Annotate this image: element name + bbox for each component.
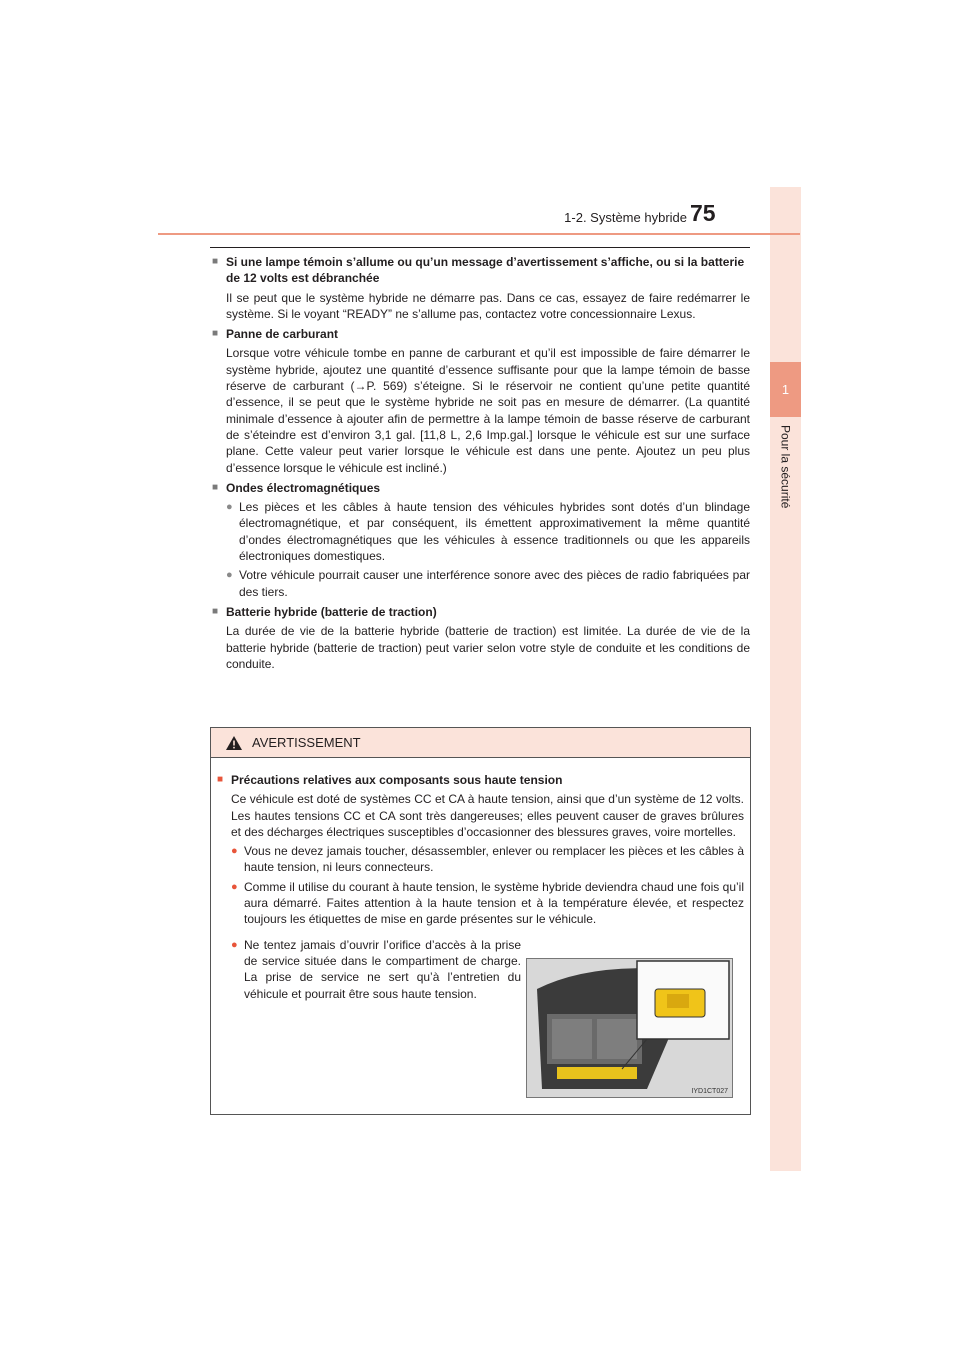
header-divider [158, 233, 800, 235]
warning-title: Précautions relatives aux composants sous haute tension [231, 773, 563, 787]
section-text: Lorsque votre véhicule tombe en panne de carburant et qu’il est impossible de faire démarrer le système hybride, ajoutez une quantité d’essence suffisante pour que la lampe témoin de basse réserve de carburant (→P. 569) s’éteigne. Si le réservoir ne contient qu’une petite quantité d’essence, il se peut que le système hybride ne soit pas en mesure de démarrer. (La quantité minimale d’essence à ajouter afin de permettre à la lampe témoin de basse réserve de carburant de s’éteindre est d’environ 3,1 gal. [11,8 L, 2,6 Imp.gal.] lorsque le véhicule est sur une surface plane. Cette valeur peut varier lorsque le véhicule est dans une pente. Ajoutez un peu plus d’essence lorsque le véhicule est incliné.) [226, 346, 750, 475]
header-section-title: 1-2. Système hybride [564, 210, 687, 225]
list-item: ● Comme il utilise du courant à haute tension, le système hybride deviendra chaud une fois qu’il aura démarré. Faites attention à la haute tension et à la température élevée, et respectez toujours les étiquettes de mise en garde présentes sur le véhicule. [231, 879, 744, 927]
chapter-label: Pour la sécurité [778, 425, 793, 509]
warning-triangle-icon [226, 736, 242, 750]
square-bullet-icon: ■ [217, 774, 224, 785]
circle-bullet-icon: ● [231, 880, 238, 893]
section-title: Panne de carburant [226, 327, 339, 342]
circle-bullet-icon: ● [226, 501, 233, 514]
square-bullet-icon: ■ [212, 605, 219, 617]
square-bullet-icon: ■ [212, 256, 219, 267]
section-em-waves [212, 480, 750, 600]
list-item: ● Vous ne devez jamais toucher, désassembler, enlever ou remplacer les pièces et les câbles à haute tension, ni leurs connecteurs. [231, 844, 744, 875]
section-text: La durée de vie de la batterie hybride (batterie de traction) est limitée. La durée de vie de la batterie hybride (batterie de traction) peut varier selon votre style de conduite et les conditions de conduite. [226, 624, 750, 671]
section-hybrid-battery [212, 604, 750, 672]
warning-text: Ce véhicule est doté de systèmes CC et CA à haute tension, ainsi que d’un système de 12 volts. Les hautes tensions CC et CA sont très dangereuses; elles peuvent causer de graves brûlures et des décharges électriques susceptibles d’occasionner des blessures graves, voire mortelles. [231, 792, 744, 839]
image-code-label: IYD1CT027 [691, 1088, 728, 1095]
chapter-number-tab[interactable]: 1 [770, 362, 801, 417]
section-title: Ondes électromagnétiques [226, 480, 381, 495]
square-bullet-icon: ■ [212, 481, 219, 493]
list-item: ● Ne tentez jamais d’ouvrir l’orifice d’accès à la prise de service située dans le compartiment de charge. La prise de service ne sert qu’à l’entretien du véhicule et pourrait être sous haute tension. [231, 937, 521, 1001]
main-content [212, 254, 750, 676]
warning-box [210, 727, 751, 1115]
warning-heading: AVERTISSEMENT [252, 735, 361, 750]
list-item: ● Les pièces et les câbles à haute tension des véhicules hybrides sont dotés d’un blindage électromagnétique, et par conséquent, ils émettent approximativement la même quantité d’ondes électromagnétiques que les véhicules à essence traditionnels ou que les appareils électroniques domestiques. [226, 500, 750, 564]
section-warning-light [212, 254, 750, 322]
section-title: Batterie hybride (batterie de traction) [226, 604, 437, 619]
cargo-illustration [527, 959, 732, 1097]
section-fuel [212, 326, 750, 476]
page-number: 75 [690, 200, 716, 226]
side-tab-strip [770, 187, 801, 1171]
list-item: ● Votre véhicule pourrait causer une interférence sonore avec des pièces de radio fabriquées par des tiers. [226, 568, 750, 599]
cargo-service-plug-image [526, 958, 733, 1098]
circle-bullet-icon: ● [226, 569, 233, 582]
section-title: Si une lampe témoin s’allume ou qu’un message d’avertissement s’affiche, ou si la batterie de 12 volts est débranchée [226, 255, 745, 286]
content-top-rule [210, 247, 750, 248]
circle-bullet-icon: ● [231, 938, 238, 951]
section-text: Il se peut que le système hybride ne démarre pas. Dans ce cas, essayez de faire redémarrer le système. Si le voyant “READY” ne s’allume pas, contactez votre concessionnaire Lexus. [226, 290, 750, 321]
square-bullet-icon: ■ [212, 328, 219, 340]
warning-header [211, 728, 750, 758]
circle-bullet-icon: ● [231, 845, 238, 858]
